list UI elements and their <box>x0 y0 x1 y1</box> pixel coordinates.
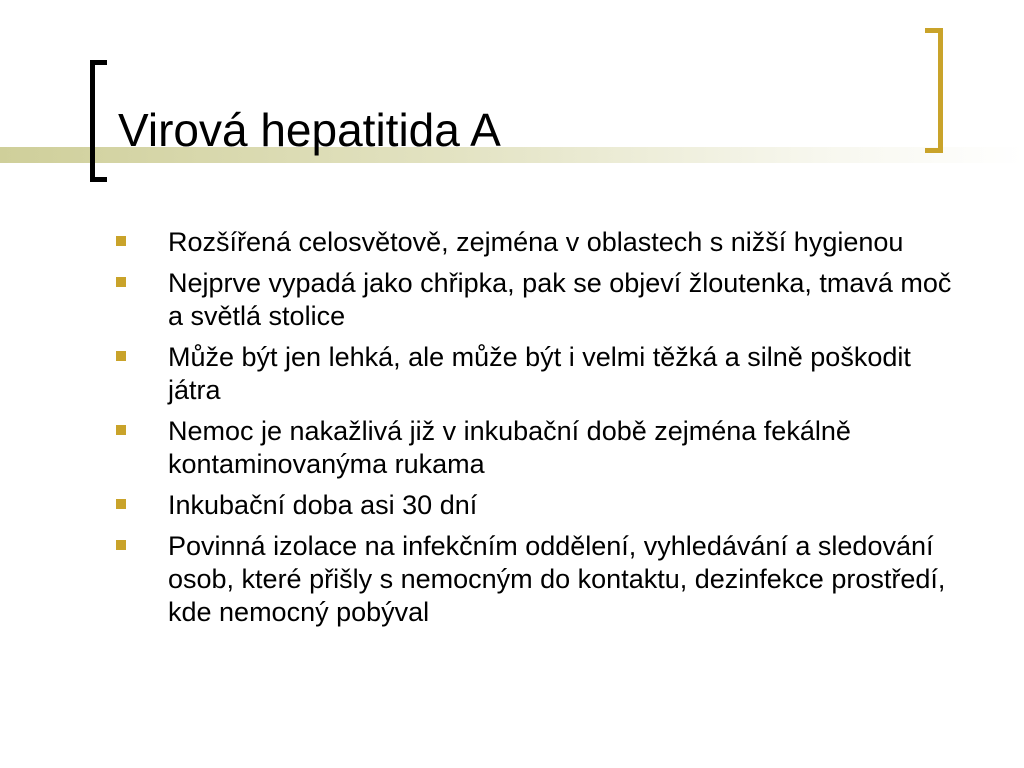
bullet-item <box>116 530 966 629</box>
bullet-item <box>116 415 966 481</box>
bullet-list <box>116 226 966 637</box>
slide-title: Virová hepatitida A <box>118 104 501 156</box>
square-bullet-icon <box>116 499 126 509</box>
square-bullet-icon <box>116 351 126 361</box>
bullet-text: Nemoc je nakažlivá již v inkubační době zejména fekálně kontaminovanýma rukama <box>168 416 851 479</box>
bullet-text: Povinná izolace na infekčním oddělení, vyhledávání a sledování osob, které přišly s nemocným do kontaktu, dezinfekce prostředí, kde nemocný pobýval <box>168 531 946 627</box>
square-bullet-icon <box>116 425 126 435</box>
bullet-text: Inkubační doba asi 30 dní <box>168 490 478 520</box>
right-bracket-decoration <box>925 28 943 153</box>
left-bracket-decoration <box>90 60 107 182</box>
bullet-item <box>116 489 966 522</box>
bullet-item <box>116 226 966 259</box>
square-bullet-icon <box>116 277 126 287</box>
bullet-item <box>116 341 966 407</box>
bullet-text: Nejprve vypadá jako chřipka, pak se objeví žloutenka, tmavá moč a světlá stolice <box>168 268 952 331</box>
bullet-item <box>116 267 966 333</box>
bullet-text: Může být jen lehká, ale může být i velmi těžká a silně poškodit játra <box>168 342 911 405</box>
square-bullet-icon <box>116 236 126 246</box>
square-bullet-icon <box>116 540 126 550</box>
bullet-text: Rozšířená celosvětově, zejména v oblastech s nižší hygienou <box>168 227 904 257</box>
